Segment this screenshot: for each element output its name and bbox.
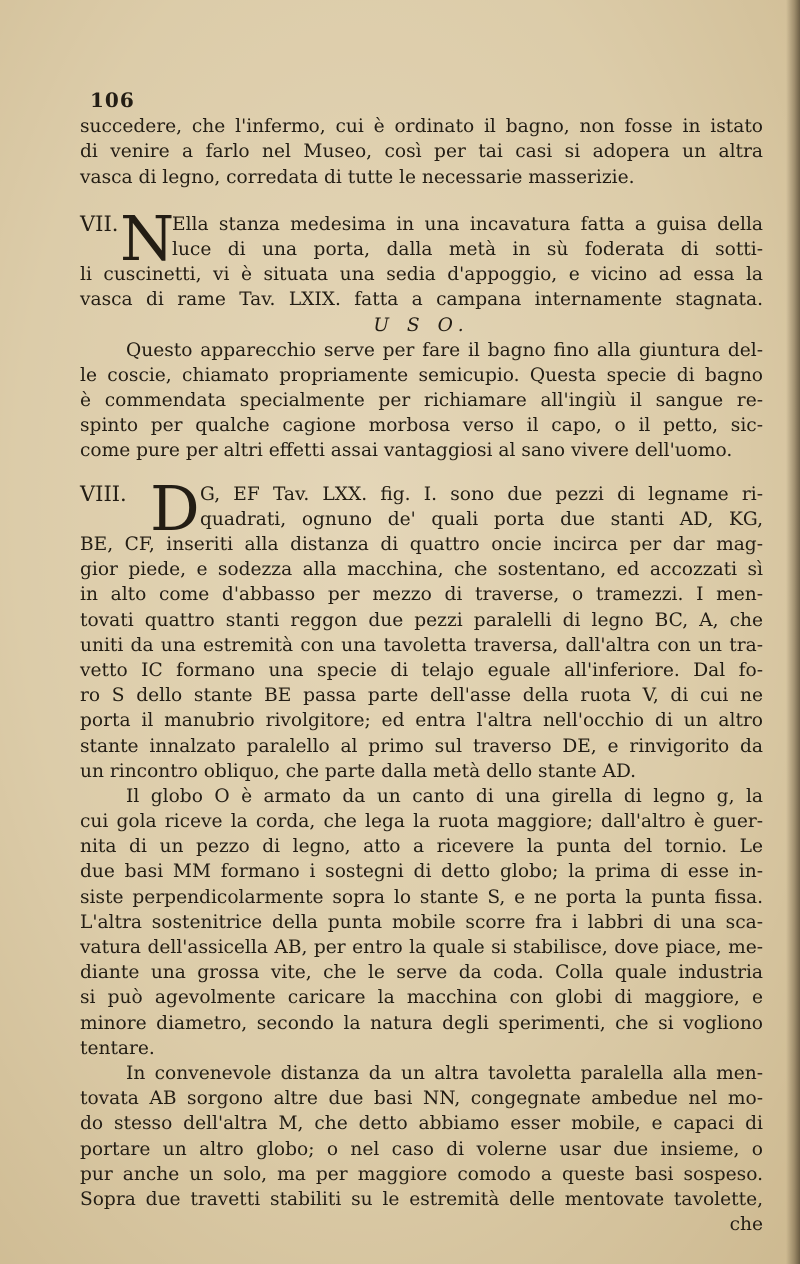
text-line: un rincontro obliquo, che parte dalla metà dello stante AD.: [80, 760, 637, 782]
text-line: BE, CF, inseriti alla distanza di quattro oncie incirca per dar mag-: [80, 534, 763, 556]
text-line: minore diametro, secondo la natura degli sperimenti, che si vogliono: [80, 1012, 763, 1034]
text-line: siste perpendicolarmente sopra lo stante S, e ne porta la punta fissa.: [80, 886, 763, 908]
text-line: in alto come d'abbasso per mezzo di traverse, o tramezzi. I men-: [80, 584, 763, 606]
text-line: Sopra due travetti stabiliti su le estremità delle mentovate tavolette,: [80, 1188, 763, 1210]
text-line: come pure per altri effetti assai vantaggiosi al sano vivere dell'uomo.: [80, 440, 733, 462]
text-line: Questo apparecchio serve per fare il bagno fino alla giuntura del-: [126, 339, 763, 361]
text-line: portare un altro globo; o nel caso di volerne usar due insieme, o: [80, 1138, 763, 1160]
text-line: vasca di rame Tav. LXIX. fatta a campana internamente stagnata.: [80, 289, 763, 311]
text-line: porta il manubrio rivolgitore; ed entra l'altra nell'occhio di un altro: [80, 710, 763, 732]
text-line: è commendata specialmente per richiamare all'ingiù il sangue re-: [80, 390, 763, 412]
text-line: In convenevole distanza da un altra tavoletta paralella alla men-: [126, 1062, 763, 1084]
catchword: che: [729, 1214, 763, 1236]
text-line: succedere, che l'infermo, cui è ordinato il bagno, non fosse in istato: [80, 116, 763, 138]
text-line: uniti da una estremità con una tavoletta traversa, dall'altra con un tra-: [80, 634, 763, 656]
text-line: le coscie, chiamato propriamente semicupio. Questa specie di bagno: [80, 364, 763, 386]
section-heading: U S O.: [373, 314, 470, 336]
section-number: VIII.: [80, 481, 127, 506]
text-line: tentare.: [80, 1037, 155, 1059]
text-line: nita di un pezzo di legno, atto a ricevere la punta del tornio. Le: [80, 836, 763, 858]
page-number: 106: [90, 88, 135, 112]
text-line: due basi MM formano i sostegni di detto globo; la prima di esse in-: [80, 861, 763, 883]
text-line: gior piede, e sodezza alla macchina, che sostentano, ed accozzati sì: [80, 559, 763, 581]
section-viii: [80, 471, 763, 784]
page-edge-shadow: [786, 0, 800, 1264]
text-line: spinto per qualche cagione morbosa verso il capo, o il petto, sic-: [80, 415, 763, 437]
text-line: stante innalzato paralello al primo sul traverso DE, e rinvigorito da: [80, 735, 763, 757]
page-text: [80, 88, 763, 1237]
drop-cap: D: [150, 471, 200, 545]
text-line: ro S dello stante BE passa parte dell'asse della ruota V, di cui ne: [80, 685, 763, 707]
text-line: si può agevolmente caricare la macchina con globi di maggiore, e: [80, 987, 763, 1009]
text-line: Ella stanza medesima in una incavatura fatta a guisa della: [172, 213, 763, 235]
text-line: tovati quattro stanti reggon due pezzi paralelli di legno BC, A, che: [80, 609, 763, 631]
text-line: vatura dell'assicella AB, per entro la quale si stabilisce, dove piace, me-: [80, 937, 763, 959]
text-line: di venire a farlo nel Museo, così per tai casi si adopera un altra: [80, 141, 763, 163]
text-line: G, EF Tav. LXX. fig. I. sono due pezzi di legname ri-: [200, 483, 763, 505]
section-vii: [80, 201, 763, 313]
text-line: vetto IC formano una specie di telajo eguale all'inferiore. Dal fo-: [80, 659, 763, 681]
text-line: Il globo O è armato da un canto di una girella di legno g, la: [126, 785, 763, 807]
text-line: do stesso dell'altra M, che detto abbiamo esser mobile, e capaci di: [80, 1113, 763, 1135]
text-line: diante una grossa vite, che le serve da coda. Colla quale industria: [80, 962, 763, 984]
text-line: li cuscinetti, vi è situata una sedia d'appoggio, e vicino ad essa la: [80, 264, 763, 286]
text-line: pur anche un solo, ma per maggiore comodo a queste basi sospeso.: [80, 1163, 763, 1185]
text-line: tovata AB sorgono altre due basi NN, congegnate ambedue nel mo-: [80, 1088, 763, 1110]
text-line: quadrati, ognuno de' quali porta due stanti AD, KG,: [200, 508, 763, 530]
text-line: luce di una porta, dalla metà in sù foderata di sotti-: [172, 238, 763, 260]
text-line: L'altra sostenitrice della punta mobile scorre fra i labbri di una sca-: [80, 911, 763, 933]
text-line: cui gola riceve la corda, che lega la ruota maggiore; dall'altro è guer-: [80, 811, 763, 833]
text-line: vasca di legno, corredata di tutte le necessarie masserizie.: [80, 166, 635, 188]
drop-cap: N: [120, 201, 175, 275]
section-number: VII.: [80, 211, 119, 236]
